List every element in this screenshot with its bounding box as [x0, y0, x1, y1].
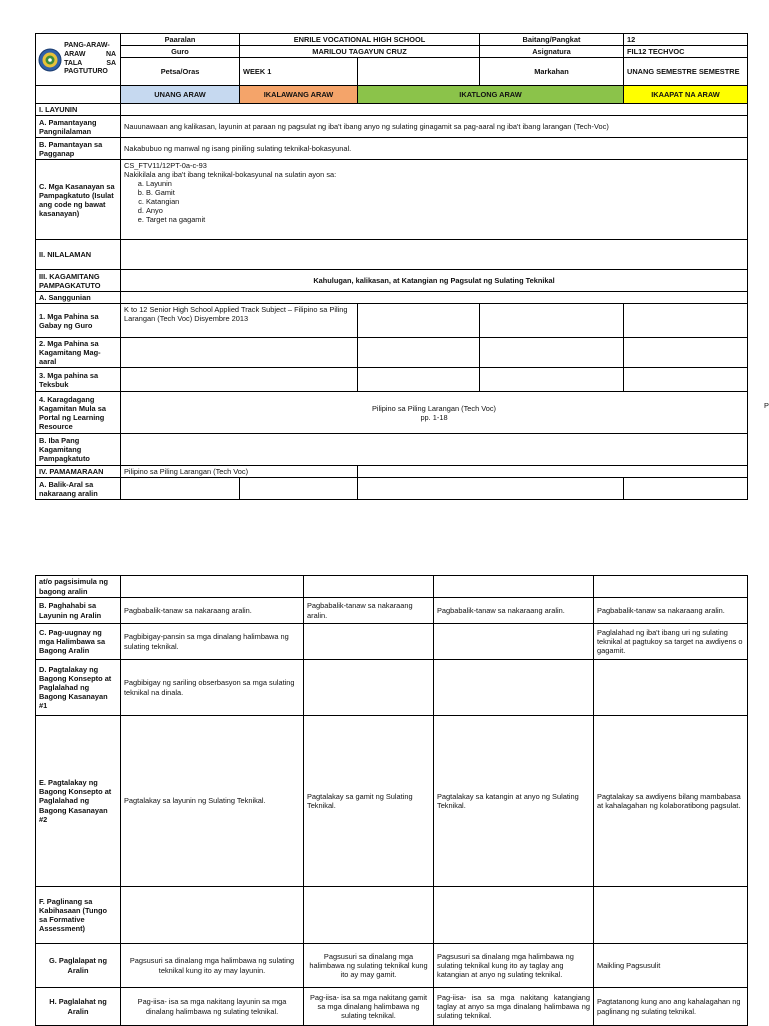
dll-page1-table: [35, 33, 748, 500]
table-row: C. Pag-uugnay ng mga Halimbawa sa Bagong Aralin Pagbibigay-pansin sa mga dinalang halimbawa ng sulating teknikal. Paglalahad ng iba't ibang uri ng sulating teknikal at pagtukoy sa target na awdiyens o gagamit.: [36, 624, 748, 660]
kasanayan-cell: [121, 160, 748, 240]
gabay-label: 1. Mga Pahina sa Gabay ng Guro: [36, 304, 121, 338]
overflow-text: P: [764, 401, 769, 410]
pagsisimula-label: at/o pagsisimula ng bagong aralin: [36, 576, 121, 598]
list-item: d. Anyo: [146, 206, 744, 215]
paaralan-value: ENRILE VOCATIONAL HIGH SCHOOL: [240, 34, 480, 46]
list-item: b. B. Gamit: [146, 188, 744, 197]
pamantayang-label: A. Pamantayang Pangnilalaman: [36, 116, 121, 138]
table-row: G. Paglalapat ng Aralin Pagsusuri sa dinalang mga halimbawa ng sulating teknikal kung ito ay may layunin. Pagsusuri sa dinalang mga halimbawa ng sulating teknikal kung ito ay may gamit. Pagsusuri sa dinalang mga halimbawa ng sulating teknikal kung ito ay taglay ang katangian at anyo ng sulating teknikal. Maikling Pagsusulit: [36, 944, 748, 988]
kasanayan-list: [124, 179, 744, 224]
balik-aral-label: A. Balik-Aral sa nakaraang aralin: [36, 478, 121, 500]
table-row: B. Paghahabi sa Layunin ng Aralin Pagbabalik-tanaw sa nakaraang aralin. Pagbabalik-tanaw sa nakaraang aralin. Pagbabalik-tanaw sa nakaraang aralin. Pagbabalik-tanaw sa nakaraang aralin.: [36, 598, 748, 624]
karagdagang-value: Pilipino sa Piling Larangan (Tech Voc) pp. 1-18: [121, 392, 748, 434]
pagganap-label: B. Pamantayan sa Pagganap: [36, 138, 121, 160]
kagamitan-label: III. KAGAMITANG PAMPAGKATUTO: [36, 270, 121, 292]
day-header-2: IKALAWANG ARAW: [240, 86, 358, 104]
markahan-label: Markahan: [480, 58, 624, 86]
iba-pang-label: B. Iba Pang Kagamitang Pampagkatuto: [36, 434, 121, 466]
kagamitan-value: Kahulugan, kalikasan, at Katangian ng Pagsulat ng Sulating Teknikal: [121, 270, 748, 292]
layunin-heading: I. LAYUNIN: [36, 104, 121, 116]
nilalaman-heading: II. NILALAMAN: [36, 240, 121, 270]
pagganap-value: Nakabubuo ng manwal ng isang piniling sulating teknikal-bokasyunal.: [121, 138, 748, 160]
asignatura-label: Asignatura: [480, 46, 624, 58]
gabay-value: K to 12 Senior High School Applied Track Subject – Filipino sa Piling Larangan (Tech Voc) Disyembre 2013: [121, 304, 358, 338]
day-header-3: IKATLONG ARAW: [358, 86, 624, 104]
pamamaraan-value: Pilipino sa Piling Larangan (Tech Voc): [121, 466, 358, 478]
paaralan-label: Paaralan: [121, 34, 240, 46]
pamamaraan-heading: IV. PAMAMARAAN: [36, 466, 121, 478]
karagdagang-label: 4. Karagdagang Kagamitan Mula sa Portal ng Learning Resource: [36, 392, 121, 434]
school-logo-cell: [36, 34, 121, 86]
table-row: H. Paglalahat ng Aralin Pag-iisa- isa sa mga nakitang layunin sa mga dinalang halimbawa ng sulating teknikal. Pag-iisa- isa sa mga nakitang gamit sa mga dinalang halimbawa ng sulating teknikal. Pag-iisa- isa sa mga nakitang katangiang taglay at anyo sa mga dinalang halimbawa ng sulating teknikal. Pagtatanong kung ano ang kahalagahan ng paglinang ng sulating teknikal.: [36, 988, 748, 1026]
petsa-label: Petsa/Oras: [121, 58, 240, 86]
table-row: E. Pagtalakay ng Bagong Konsepto at Paglalahad ng Bagong Kasanayan #2 Pagtalakay sa layunin ng Sulating Teknikal. Pagtalakay sa gamit ng Sulating Teknikal. Pagtalakay sa katangin at anyo ng Sulating Teknikal. Pagtalakay sa awdiyens bilang mambabasa at kahalagahan ng kolaboratibong pagsulat.: [36, 716, 748, 887]
table-row: D. Pagtalakay ng Bagong Konsepto at Paglalahad ng Bagong Kasanayan #1 Pagbibigay ng sariling obserbasyon sa mga sulating teknikal na dinala.: [36, 660, 748, 716]
day-header-1: UNANG ARAW: [121, 86, 240, 104]
list-item: e. Target na gagamit: [146, 215, 744, 224]
teksbuk-label: 3. Mga pahina sa Teksbuk: [36, 368, 121, 392]
kasanayan-code: CS_FTV11/12PT-0a-c-93: [124, 161, 207, 171]
guro-value: MARILOU TAGAYUN CRUZ: [240, 46, 480, 58]
kasanayan-label: C. Mga Kasanayan sa Pampagkatuto (Isulat ang code ng bawat kasanayan): [36, 160, 121, 240]
markahan-value: UNANG SEMESTRE SEMESTRE: [624, 58, 748, 86]
day-header-4: IKAAPAT NA ARAW: [624, 86, 748, 104]
sanggunian-heading: A. Sanggunian: [36, 292, 121, 304]
dll-page2-table: [35, 575, 748, 1026]
dll-title: PANG-ARAW-ARAW NA TALA SA PAGTUTURO: [64, 42, 117, 76]
baitang-value: 12: [624, 34, 748, 46]
asignatura-value: FIL12 TECHVOC: [624, 46, 748, 58]
pamantayang-value: Nauunawaan ang kalikasan, layunin at paraan ng pagsulat ng iba't ibang anyo ng sulating ginagamit sa pag-aaral ng iba't ibang larangan (Tech-Voc): [121, 116, 748, 138]
list-item: c. Katangian: [146, 197, 744, 206]
guro-label: Guro: [121, 46, 240, 58]
kasanayan-intro: Nakikilala ang iba't ibang teknikal-bokasyunal na sulatin ayon sa:: [124, 170, 337, 180]
petsa-value: WEEK 1: [240, 58, 358, 86]
school-seal-icon: [38, 48, 62, 72]
baitang-label: Baitang/Pangkat: [480, 34, 624, 46]
table-row: F. Paglinang sa Kabihasaan (Tungo sa Formative Assessment): [36, 887, 748, 944]
kagamitang-magaaral-label: 2. Mga Pahina sa Kagamitang Mag-aaral: [36, 338, 121, 368]
list-item: a. Layunin: [146, 179, 744, 188]
